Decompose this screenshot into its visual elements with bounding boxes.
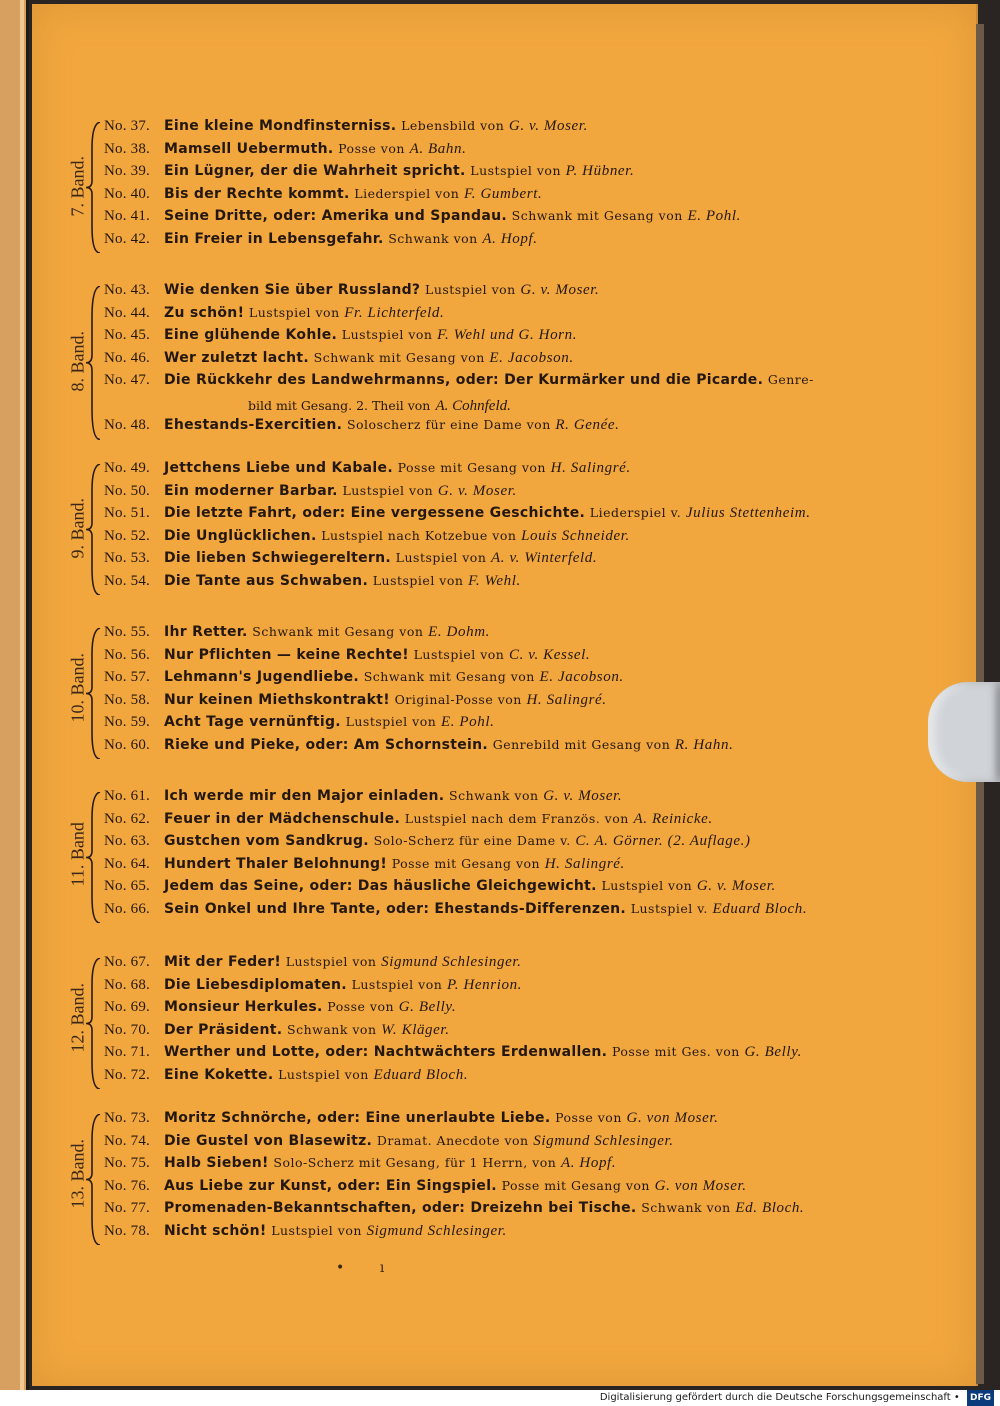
entry-description: Genrebild mit Gesang von (492, 736, 671, 752)
entry-title: Jettchens Liebe und Kabale. (164, 460, 393, 476)
entry-number: No. 57. (104, 669, 150, 685)
catalog-entry (104, 1044, 802, 1061)
entry-description: Solo-Scherz mit Gesang, für 1 Herrn, von (273, 1155, 557, 1170)
entry-title: Jedem das Seine, oder: Das häusliche Gleichgewicht. (164, 878, 597, 894)
entry-author: Eduard Bloch. (712, 900, 808, 917)
entry-author: A. Reinicke. (633, 810, 713, 827)
entry-title: Der Präsident. (164, 1021, 283, 1038)
catalog-entry (104, 1022, 450, 1039)
entry-author: G. v. Moser. (437, 482, 517, 499)
entry-title: Ich werde mir den Major einladen. (164, 788, 445, 804)
entry-author: Julius Stettenheim. (685, 505, 811, 521)
entry-number: No. 45. (104, 327, 150, 343)
entry-description: Solo-Scherz für eine Dame v. (373, 833, 571, 848)
entry-author: R. Genée. (555, 417, 620, 433)
catalog-entry (104, 350, 574, 367)
entry-title: Hundert Thaler Belohnung! (164, 855, 388, 872)
entry-number: No. 62. (104, 810, 150, 827)
entry-description: Schwank von (641, 1200, 731, 1215)
catalog-entry (104, 118, 588, 135)
entry-title: Zu schön! (164, 304, 245, 321)
entry-number: No. 42. (104, 230, 150, 247)
entry-description: Lustspiel v. (630, 900, 708, 916)
entry-number: No. 38. (104, 140, 150, 157)
entry-author: Eduard Bloch. (373, 1066, 469, 1083)
entry-title: Eine Kokette. (164, 1066, 274, 1083)
catalog-entry (104, 1200, 804, 1217)
entry-author: P. Henrion. (446, 976, 523, 993)
entry-title: Rieke und Pieke, oder: Am Schornstein. (164, 736, 489, 753)
entry-title: Bis der Rechte kommt. (164, 185, 350, 202)
entry-author: E. Pohl. (687, 208, 741, 224)
entry-number: No. 70. (104, 1021, 150, 1038)
entry-author: E. Jacobson. (489, 349, 574, 366)
entry-title: Moritz Schnörche, oder: Eine unerlaubte Liebe. (164, 1110, 551, 1126)
footer (0, 1390, 1000, 1406)
entry-description: Lustspiel von (470, 163, 561, 178)
entry-description: Lustspiel von (372, 572, 464, 588)
entry-number: No. 52. (104, 527, 150, 544)
catalog-entry (104, 305, 444, 322)
entry-description: Lustspiel von (351, 976, 443, 992)
entry-number: No. 41. (104, 208, 150, 224)
dfg-logo: DFG (967, 1390, 994, 1406)
entry-description: Lustspiel von (285, 954, 377, 969)
catalog-entry (104, 483, 517, 500)
catalog-entry (104, 1178, 747, 1195)
entry-author: G. v. Moser. (543, 788, 623, 804)
entry-author: C. A. Görner. (2. Auflage.) (575, 833, 751, 849)
entry-description: Posse mit Gesang von (397, 460, 546, 475)
catalog-entry (104, 505, 811, 522)
entry-author: A. v. Winterfeld. (491, 550, 598, 566)
entry-author: Fr. Lichterfeld. (344, 304, 445, 321)
entry-author: A. Cohnfeld. (435, 397, 511, 414)
entry-title: Nur Pflichten — keine Rechte! (164, 646, 409, 663)
entry-description: Genre- (767, 372, 814, 387)
catalog-entry (104, 327, 577, 344)
entry-number: No. 49. (104, 460, 150, 476)
entry-title: Nicht schön! (164, 1222, 267, 1239)
entry-title: Eine kleine Mondfinsterniss. (164, 118, 397, 134)
entry-title: Die lieben Schwiegereltern. (164, 550, 392, 566)
entry-author: A. Bahn. (409, 140, 467, 157)
band-label: 12. Band. (67, 982, 88, 1052)
entry-description: Posse von (327, 999, 395, 1014)
entry-title: Promenaden-Bekanntschaften, oder: Dreizehn bei Tische. (164, 1200, 637, 1216)
catalog-entry (104, 669, 624, 686)
entry-number: No. 61. (104, 788, 150, 804)
entry-author: W. Kläger. (381, 1021, 450, 1038)
entry-number: No. 69. (104, 999, 150, 1015)
catalog-entry (104, 208, 741, 225)
entry-author: Sigmund Schlesinger. (381, 954, 522, 970)
entry-number: No. 53. (104, 550, 150, 566)
entry-description: Posse mit Gesang von (501, 1177, 650, 1193)
entry-author: Louis Schneider. (521, 527, 630, 544)
footer-text: Digitalisierung gefördert durch die Deutsche Forschungsgemeinschaft (599, 1392, 951, 1403)
entry-title: Die letzte Fahrt, oder: Eine vergessene Geschichte. (164, 505, 586, 521)
entry-number: No. 56. (104, 646, 150, 663)
entry-description: Schwank mit Gesang von (511, 208, 683, 223)
brace-icon (84, 1114, 104, 1245)
entry-description: Schwank von (388, 230, 478, 246)
entry-title: Seine Dritte, oder: Amerika und Spandau. (164, 208, 507, 224)
entry-number: No. 50. (104, 482, 150, 499)
catalog-entry (104, 977, 522, 994)
catalog-entry (104, 231, 538, 248)
entry-number: No. 46. (104, 349, 150, 366)
catalog-entry (104, 901, 807, 918)
entry-number: No. 55. (104, 624, 150, 640)
entry-number: No. 40. (104, 185, 150, 202)
entry-description: Posse mit Ges. von (611, 1044, 740, 1059)
catalog-entry (104, 811, 713, 828)
entry-description: Soloscherz für eine Dame von (346, 417, 551, 432)
entry-number: No. 76. (104, 1177, 150, 1194)
brace-icon (84, 122, 104, 253)
entry-number: No. 60. (104, 736, 150, 753)
entry-author: A. Hopf. (560, 1155, 617, 1171)
entry-description: Lustspiel von (601, 878, 693, 893)
entry-number: No. 73. (104, 1110, 150, 1126)
catalog-entry (104, 624, 490, 641)
entry-author: C. v. Kessel. (509, 646, 591, 663)
entry-description: Lustspiel von (345, 714, 437, 729)
brace-icon (84, 958, 104, 1089)
catalog-entry (104, 163, 634, 180)
entry-number: No. 48. (104, 417, 150, 433)
entry-author: G. von Moser. (654, 1177, 747, 1194)
entry-number: No. 74. (104, 1132, 150, 1149)
entry-author: Sigmund Schlesinger. (366, 1222, 507, 1239)
entry-title: Die Tante aus Schwaben. (164, 572, 369, 589)
catalog-entry (104, 954, 521, 971)
entry-description: Schwank von (287, 1021, 377, 1037)
band-label: 10. Band. (67, 652, 88, 722)
entry-description: Original-Posse von (394, 691, 522, 707)
catalog-entry (104, 282, 599, 299)
entry-title: Ehestands-Exercitien. (164, 417, 343, 433)
entry-title: Die Liebesdiplomaten. (164, 976, 347, 993)
entry-author: G. v. Moser. (508, 118, 588, 134)
entry-number: No. 63. (104, 833, 150, 849)
entry-author: G. von Moser. (626, 1110, 719, 1126)
entry-description: Lustspiel nach dem Französ. von (404, 810, 629, 826)
catalog-entry (104, 1223, 507, 1240)
entry-title: Die Unglücklichen. (164, 527, 317, 544)
entry-author: P. Hübner. (565, 163, 635, 179)
entry-title: Ein moderner Barbar. (164, 482, 338, 499)
entry-number: No. 47. (104, 372, 150, 388)
entry-number: No. 78. (104, 1222, 150, 1239)
entry-title: Eine glühende Kohle. (164, 327, 338, 343)
entry-description: Posse mit Gesang von (391, 855, 541, 871)
catalog-entry (104, 460, 631, 477)
book-cover-edge (0, 0, 29, 1392)
entry-description: Liederspiel v. (589, 505, 682, 520)
catalog-entry (104, 856, 625, 873)
catalog-entry (104, 550, 597, 567)
entry-number: No. 58. (104, 691, 150, 708)
entry-number: No. 54. (104, 572, 150, 589)
entry-description: Posse von (338, 140, 405, 156)
entry-author: R. Hahn. (674, 736, 734, 753)
entry-number: No. 44. (104, 304, 150, 321)
catalog-entry (104, 1133, 674, 1150)
catalog-entry (104, 833, 751, 850)
catalog-entry (104, 878, 776, 895)
entry-title: Die Rückkehr des Landwehrmanns, oder: Der Kurmärker und die Picarde. (164, 372, 764, 388)
entry-number: No. 64. (104, 855, 150, 872)
catalog-entry (104, 1067, 468, 1084)
entry-title: Sein Onkel und Ihre Tante, oder: Ehestands-Differenzen. (164, 900, 627, 917)
entry-author: Sigmund Schlesinger. (533, 1132, 674, 1149)
entry-title: Acht Tage vernünftig. (164, 714, 341, 730)
entry-author: G. Belly. (398, 999, 457, 1015)
entry-title: Halb Sieben! (164, 1155, 269, 1171)
entry-description: Lustspiel von (248, 304, 340, 320)
entry-description: Schwank mit Gesang von (252, 624, 424, 639)
thumb-index-tab (928, 682, 1000, 782)
entry-description: Lustspiel von (395, 550, 487, 565)
catalog-entry (104, 737, 733, 754)
catalog-entry (104, 417, 620, 434)
entry-author: G. Belly. (744, 1044, 802, 1060)
band-label: 7. Band. (67, 155, 88, 216)
entry-description: Dramat. Anecdote von (376, 1132, 529, 1148)
entry-author: A. Hopf. (482, 230, 538, 247)
catalog-entry (104, 372, 814, 389)
entry-number: No. 51. (104, 505, 150, 521)
catalog-entry (104, 692, 607, 709)
entry-description: Lebensbild von (401, 118, 505, 133)
entry-description: Lustspiel von (278, 1066, 369, 1082)
entry-description: bild mit Gesang. 2. Theil von (248, 397, 431, 413)
entry-author: H. Salingré. (550, 460, 631, 476)
band-label: 9. Band. (67, 497, 88, 558)
catalog-entry (104, 1155, 616, 1172)
entry-number: No. 71. (104, 1044, 150, 1060)
entry-continuation (248, 395, 511, 415)
entry-author: G. v. Moser. (696, 878, 776, 894)
entry-title: Ihr Retter. (164, 624, 248, 640)
entry-title: Aus Liebe zur Kunst, oder: Ein Singspiel. (164, 1177, 497, 1194)
entry-title: Mamsell Uebermuth. (164, 140, 334, 157)
entry-title: Gustchen vom Sandkrug. (164, 833, 369, 849)
entry-title: Lehmann's Jugendliebe. (164, 669, 360, 685)
entry-title: Werther und Lotte, oder: Nachtwächters Erdenwallen. (164, 1044, 608, 1060)
entry-description: Lustspiel von (425, 282, 516, 297)
entry-title: Mit der Feder! (164, 954, 282, 970)
band-label: 8. Band. (67, 330, 88, 392)
entry-number: No. 67. (104, 954, 150, 970)
entry-title: Wer zuletzt lacht. (164, 349, 309, 366)
entry-author: E. Jacobson. (539, 669, 624, 685)
brace-icon (84, 464, 104, 595)
entry-description: Posse von (555, 1110, 622, 1125)
footer-separator: • (953, 1392, 960, 1403)
entry-number: No. 65. (104, 878, 150, 894)
entry-author: Ed. Bloch. (735, 1200, 805, 1216)
band-label: 11. Band (67, 821, 88, 886)
entry-author: F. Gumbert. (463, 185, 543, 202)
entry-description: Lustspiel von (342, 482, 434, 498)
entry-number: No. 66. (104, 900, 150, 917)
entry-number: No. 75. (104, 1155, 150, 1171)
catalog-entry (104, 528, 630, 545)
entry-description: Lustspiel von (413, 646, 505, 662)
brace-icon (84, 792, 104, 923)
catalog-entry (104, 999, 456, 1016)
catalog-entry (104, 141, 466, 158)
entry-title: Die Gustel von Blasewitz. (164, 1132, 373, 1149)
entry-description: Schwank von (449, 788, 539, 803)
catalog-entry (104, 186, 542, 203)
entry-description: Schwank mit Gesang von (313, 349, 485, 365)
entry-title: Ein Freier in Lebensgefahr. (164, 230, 384, 247)
entry-number: No. 72. (104, 1066, 150, 1083)
catalog-entry (104, 714, 494, 731)
entry-number: No. 37. (104, 118, 150, 134)
entry-description: Lustspiel von (341, 327, 433, 342)
entry-title: Ein Lügner, der die Wahrheit spricht. (164, 163, 466, 179)
entry-author: H. Salingré. (544, 855, 625, 872)
entry-number: No. 59. (104, 714, 150, 730)
entry-number: No. 39. (104, 163, 150, 179)
catalog-entry (104, 788, 622, 805)
entry-number: No. 77. (104, 1200, 150, 1216)
entry-number: No. 68. (104, 976, 150, 993)
entry-description: Schwank mit Gesang von (363, 669, 535, 684)
entry-author: E. Pohl. (440, 714, 495, 730)
brace-icon (84, 286, 104, 440)
catalog-entry (104, 573, 521, 590)
entry-title: Nur keinen Miethskontrakt! (164, 691, 390, 708)
entry-description: Lustspiel von (271, 1222, 362, 1238)
entry-author: F. Wehl. (468, 572, 521, 589)
entry-title: Feuer in der Mädchenschule. (164, 810, 401, 827)
page-ornament: • ı (336, 1260, 385, 1276)
band-label: 13. Band. (67, 1138, 88, 1208)
entry-author: G. v. Moser. (520, 282, 600, 298)
entry-description: Lustspiel nach Kotzebue von (321, 527, 517, 543)
entry-title: Wie denken Sie über Russland? (164, 282, 421, 298)
catalog-entry (104, 647, 590, 664)
entry-number: No. 43. (104, 282, 150, 298)
entry-author: H. Salingré. (526, 691, 607, 708)
entry-author: E. Dohm. (428, 624, 490, 640)
entry-author: F. Wehl und G. Horn. (437, 327, 578, 343)
catalog-entry (104, 1110, 719, 1127)
brace-icon (84, 628, 104, 759)
entry-description: Liederspiel von (354, 185, 460, 201)
entry-title: Monsieur Herkules. (164, 999, 323, 1015)
